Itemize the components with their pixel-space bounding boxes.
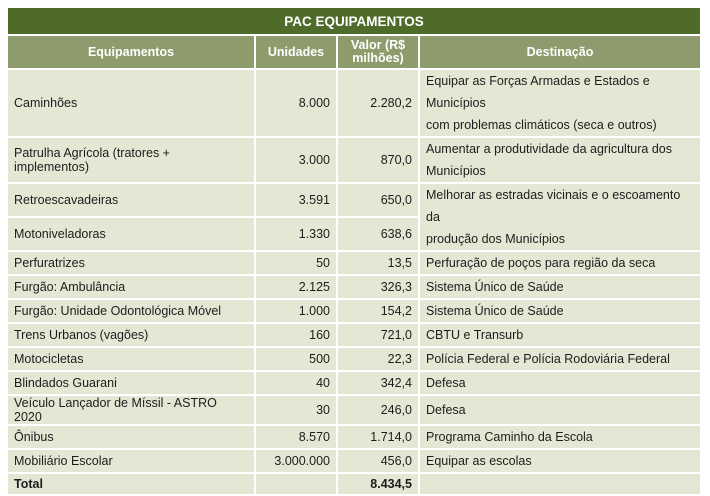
destination-cell: Defesa	[419, 395, 701, 425]
value-cell: 342,4	[337, 371, 419, 395]
units-cell: 1.330	[255, 217, 337, 251]
value-cell: 326,3	[337, 275, 419, 299]
table-row	[7, 323, 701, 347]
units-cell: 3.000.000	[255, 449, 337, 473]
total-row	[7, 473, 701, 495]
destination-line: Aumentar a produtividade da agricultura dos	[426, 142, 672, 156]
table-title: PAC EQUIPAMENTOS	[7, 7, 701, 35]
value-cell: 650,0	[337, 183, 419, 217]
destination-line: Melhorar as estradas vicinais e o escoamento da	[426, 188, 681, 224]
table-row	[7, 183, 701, 217]
destination-cell: Sistema Único de Saúde	[419, 275, 701, 299]
total-units-cell	[255, 473, 337, 495]
table-row	[7, 449, 701, 473]
destination-cell: CBTU e Transurb	[419, 323, 701, 347]
equipment-cell: Trens Urbanos (vagões)	[7, 323, 255, 347]
units-cell: 50	[255, 251, 337, 275]
equipment-cell: Patrulha Agrícola (tratores + implementos)	[7, 137, 255, 183]
value-cell: 721,0	[337, 323, 419, 347]
value-cell: 1.714,0	[337, 425, 419, 449]
destination-line: com problemas climáticos (seca e outros)	[426, 118, 657, 132]
table-row	[7, 299, 701, 323]
equipment-cell: Ônibus	[7, 425, 255, 449]
destination-cell: Sistema Único de Saúde	[419, 299, 701, 323]
equipment-cell: Perfuratrizes	[7, 251, 255, 275]
units-cell: 2.125	[255, 275, 337, 299]
destination-cell: Defesa	[419, 371, 701, 395]
equipment-cell: Retroescavadeiras	[7, 183, 255, 217]
units-cell: 3.000	[255, 137, 337, 183]
destination-cell	[419, 69, 701, 137]
destination-line: produção dos Municípios	[426, 232, 565, 246]
units-cell: 30	[255, 395, 337, 425]
header-valor	[337, 35, 419, 69]
equipment-cell: Caminhões	[7, 69, 255, 137]
units-cell: 160	[255, 323, 337, 347]
total-label: Total	[7, 473, 255, 495]
destination-cell	[419, 183, 701, 251]
units-cell: 1.000	[255, 299, 337, 323]
header-equipamentos: Equipamentos	[7, 35, 255, 69]
destination-cell: Perfuração de poços para região da seca	[419, 251, 701, 275]
value-cell: 154,2	[337, 299, 419, 323]
header-valor-line2: milhões)	[352, 51, 404, 65]
table-row	[7, 275, 701, 299]
units-cell: 8.570	[255, 425, 337, 449]
units-cell: 3.591	[255, 183, 337, 217]
value-cell: 22,3	[337, 347, 419, 371]
equipment-cell: Blindados Guarani	[7, 371, 255, 395]
value-cell: 246,0	[337, 395, 419, 425]
value-cell: 13,5	[337, 251, 419, 275]
value-cell: 456,0	[337, 449, 419, 473]
destination-cell	[419, 137, 701, 183]
value-cell: 2.280,2	[337, 69, 419, 137]
value-cell: 870,0	[337, 137, 419, 183]
total-destination-cell	[419, 473, 701, 495]
table-row	[7, 425, 701, 449]
destination-line: Municípios	[426, 164, 486, 178]
table-row	[7, 69, 701, 137]
destination-cell: Programa Caminho da Escola	[419, 425, 701, 449]
table-container	[6, 6, 700, 496]
equipment-table	[6, 6, 702, 496]
total-value: 8.434,5	[337, 473, 419, 495]
table-row	[7, 371, 701, 395]
units-cell: 500	[255, 347, 337, 371]
header-valor-line1: Valor (R$	[350, 38, 406, 52]
equipment-cell: Furgão: Unidade Odontológica Móvel	[7, 299, 255, 323]
equipment-cell: Motocicletas	[7, 347, 255, 371]
header-destinacao: Destinação	[419, 35, 701, 69]
equipment-cell: Furgão: Ambulância	[7, 275, 255, 299]
equipment-cell: Veículo Lançador de Míssil - ASTRO 2020	[7, 395, 255, 425]
destination-cell: Equipar as escolas	[419, 449, 701, 473]
units-cell: 8.000	[255, 69, 337, 137]
table-row	[7, 137, 701, 183]
value-cell: 638,6	[337, 217, 419, 251]
equipment-cell: Motoniveladoras	[7, 217, 255, 251]
table-row	[7, 347, 701, 371]
destination-cell: Polícia Federal e Polícia Rodoviária Federal	[419, 347, 701, 371]
equipment-cell: Mobiliário Escolar	[7, 449, 255, 473]
table-row	[7, 395, 701, 425]
units-cell: 40	[255, 371, 337, 395]
table-row	[7, 251, 701, 275]
header-unidades: Unidades	[255, 35, 337, 69]
destination-line: Equipar as Forças Armadas e Estados e Municípios	[426, 74, 650, 110]
